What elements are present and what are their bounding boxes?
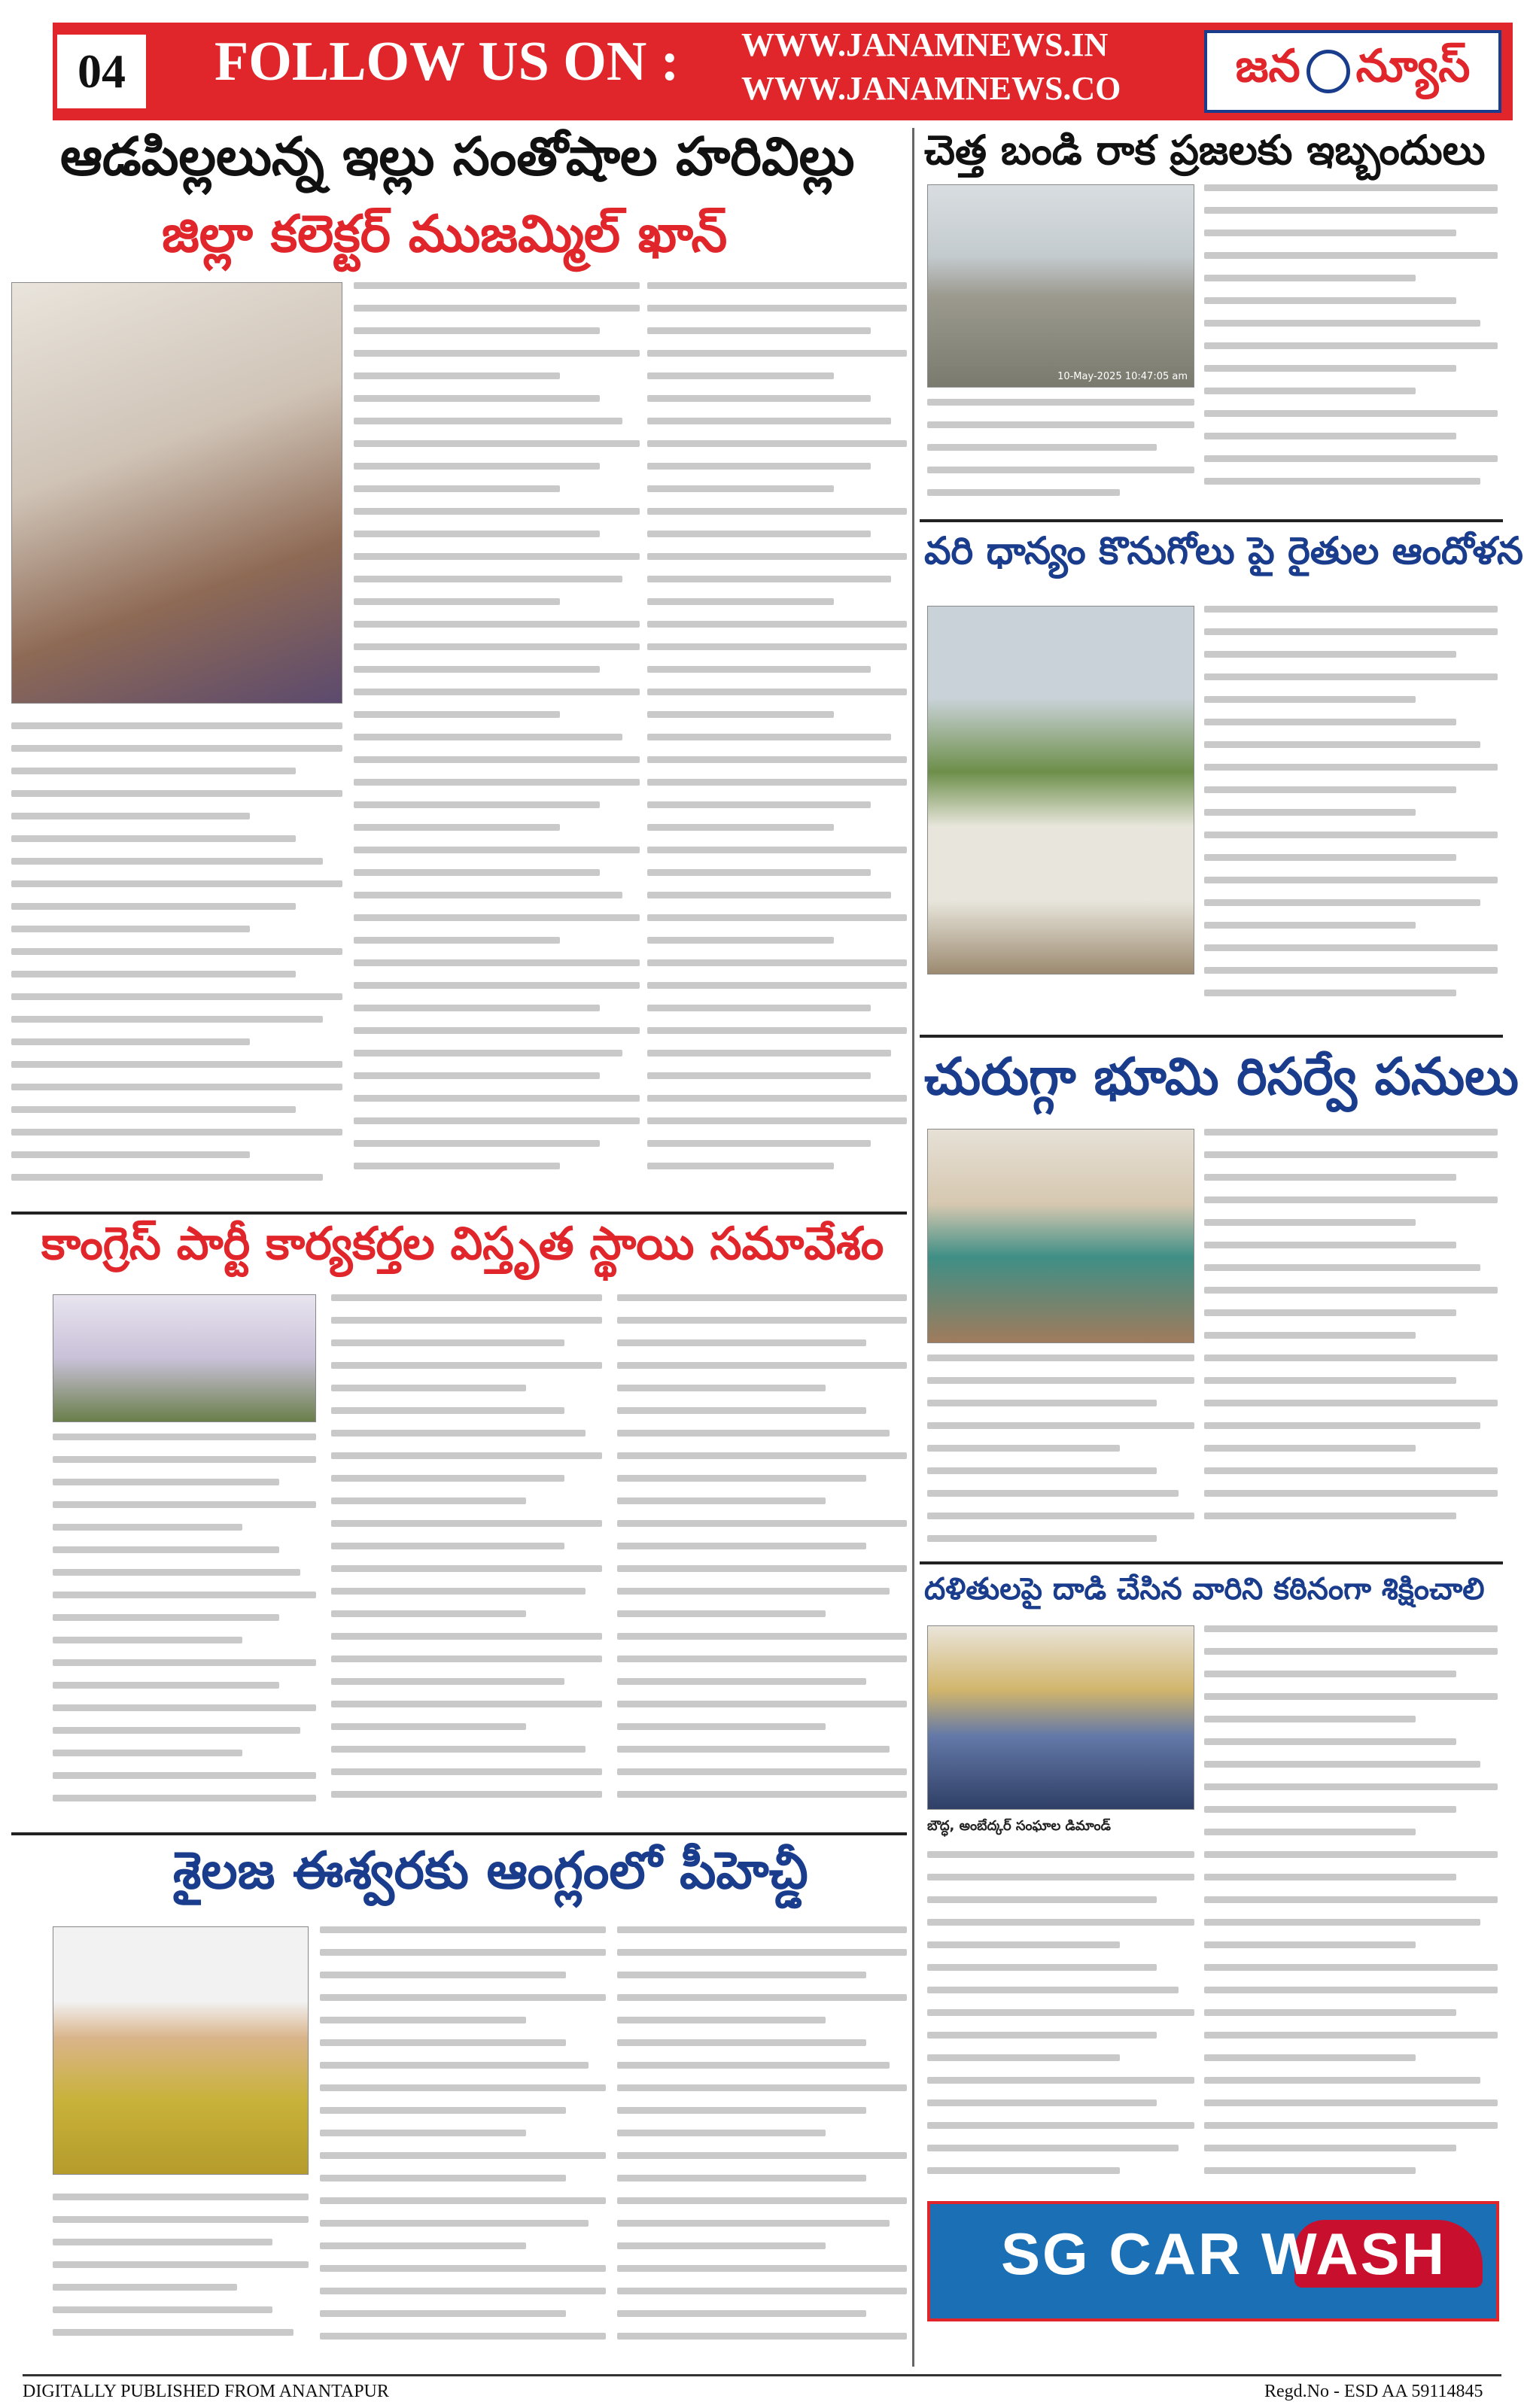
body-garbage-text xyxy=(927,184,1498,512)
logo-text-news: న్యూస్ xyxy=(1355,40,1471,93)
congress-meeting-photo xyxy=(53,1294,316,1422)
body-paddy-text xyxy=(927,606,1498,1027)
headline-phd: శైలజ ఈశ్వరకు ఆంగ్లంలో పీహెచ్డీ xyxy=(173,1841,808,1901)
body-dalits-text xyxy=(927,1625,1498,2190)
headline-congress: కాంగ్రెస్ పార్టీ కార్యకర్తల విస్తృత స్థాయి సమావేశం xyxy=(41,1218,884,1270)
headline-garbage: చెత్త బండి రాక ప్రజలకు ఇబ్బందులు xyxy=(924,126,1486,174)
logo-text-jana: జన xyxy=(1235,40,1300,93)
body-congress-text xyxy=(331,1294,907,1825)
footer-published-from: DIGITALLY PUBLISHED FROM ANANTAPUR xyxy=(23,2382,389,2401)
divider xyxy=(11,1212,907,1215)
divider xyxy=(920,519,1503,522)
ad-brand-name: SG CAR WASH xyxy=(1001,2221,1447,2287)
divider xyxy=(11,1832,907,1835)
divider xyxy=(920,1035,1503,1038)
subheadline-collector: జిల్లా కలెక్టర్ ముజమ్మిల్ ఖాన్ xyxy=(162,205,728,264)
website-url-in[interactable]: WWW.JANAMNEWS.IN xyxy=(741,26,1109,63)
body-phd-text xyxy=(320,1926,907,2363)
newspaper-logo xyxy=(1204,30,1501,113)
footer-registration-number: Regd.No - ESD AA 59114845 xyxy=(1264,2382,1483,2401)
photo-timestamp: 10-May-2025 10:47:05 am xyxy=(1057,371,1188,382)
body-daughters-col1 xyxy=(11,722,342,1204)
footer-divider xyxy=(23,2374,1501,2376)
caption-dalits: బౌద్ధ, అంబేద్కర్ సంఘాల డిమాండ్ xyxy=(927,1818,1111,1834)
wheel-icon xyxy=(1307,50,1350,93)
body-daughters-text xyxy=(354,282,907,1204)
headline-daughters: ఆడపిల్లలున్న ఇల్లు సంతోషాల హరివిల్లు xyxy=(60,126,855,187)
divider xyxy=(920,1561,1503,1564)
portrait-photo xyxy=(53,1926,309,2175)
headline-resurvey: చురుగ్గా భూమి రిసర్వే పనులు xyxy=(924,1047,1519,1107)
collector-event-photo xyxy=(11,282,342,704)
headline-dalits: దళితులపై దాడి చేసిన వారిని కఠినంగా శిక్షించాలి xyxy=(924,1572,1485,1607)
website-url-co[interactable]: WWW.JANAMNEWS.CO xyxy=(741,70,1121,107)
follow-us-text: FOLLOW US ON : xyxy=(214,31,680,93)
headline-paddy: వరి ధాన్యం కొనుగోలు పై రైతుల ఆందోళన xyxy=(924,529,1523,573)
column-divider xyxy=(912,128,914,2367)
body-phd-col1 xyxy=(53,2194,309,2363)
page-number: 04 xyxy=(53,30,151,113)
body-resurvey-text xyxy=(927,1129,1498,1558)
body-congress-col1 xyxy=(53,1434,316,1825)
